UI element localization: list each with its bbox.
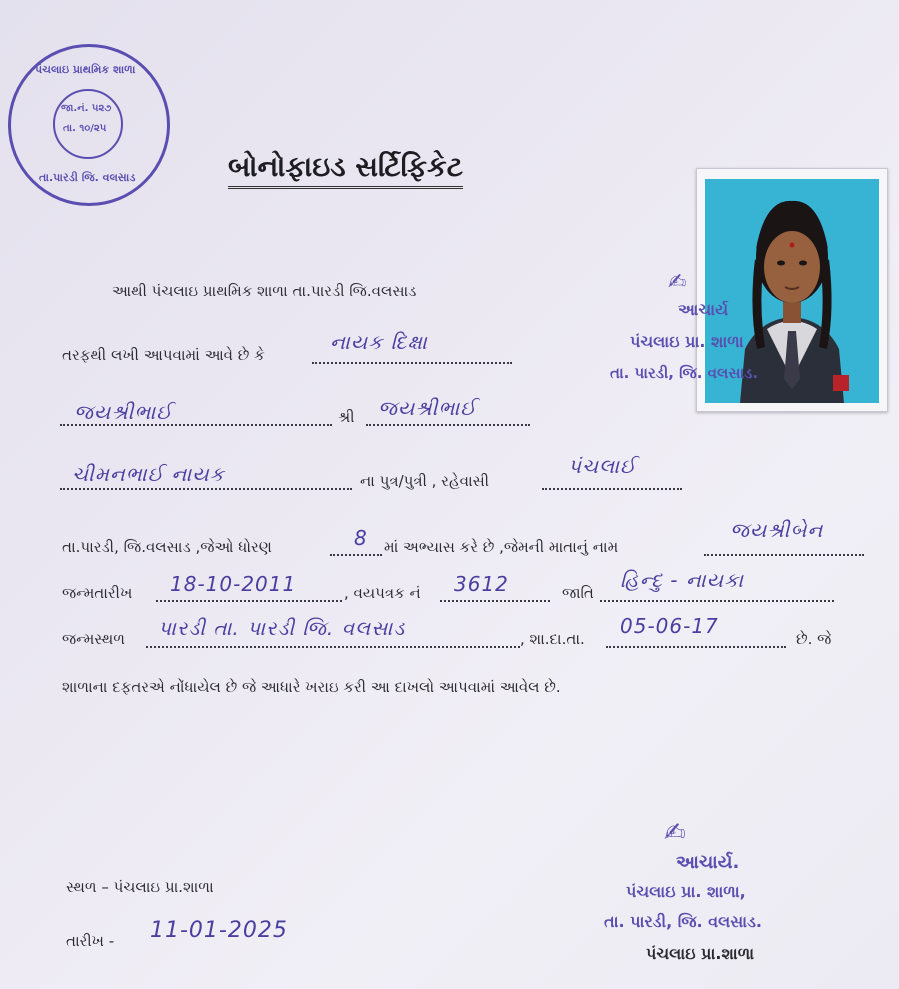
dotted-line xyxy=(60,488,352,490)
footer-date-label: તારીખ - xyxy=(66,932,115,950)
certificate-title: બોનોફાઇડ સર્ટિફિકેટ xyxy=(228,150,463,189)
stamp-address: તા.પારડી જિ. વલસાડ xyxy=(39,171,136,184)
std-handwritten: 8 xyxy=(354,526,368,550)
dotted-line xyxy=(60,424,332,426)
footer-place: સ્થળ – પંચલાઇ પ્રા.શાળા xyxy=(66,878,214,896)
father-name-handwritten-2: જયશ્રીભાઈ xyxy=(378,396,477,420)
register-no-handwritten: 3612 xyxy=(454,572,509,596)
principal-school: પંચલાઇ પ્રા. શાળા, xyxy=(626,882,746,901)
body-line-5-b: માં અભ્યાસ કરે છે ,જેમની માતાનું નામ xyxy=(384,538,619,556)
dotted-line xyxy=(600,600,834,602)
body-line-2-prefix: તરફથી લખી આપવામાં આવે છે કે xyxy=(62,346,265,364)
caste-label: જાતિ xyxy=(562,584,594,602)
principal-title: આચાર્ય. xyxy=(676,852,740,873)
dotted-line xyxy=(330,554,382,556)
dotted-line xyxy=(312,362,512,364)
father-name-handwritten: જયશ્રીભાઈ xyxy=(74,400,173,424)
dotted-line xyxy=(156,600,342,602)
school-stamp xyxy=(8,44,170,206)
photo-stamp-school: પંચલાઇ પ્રા. શાળા xyxy=(630,332,744,351)
dob-handwritten: 18-10-2011 xyxy=(170,572,297,596)
photo-stamp-address: તા. પારડી, જિ. વલસાડ. xyxy=(610,364,759,382)
stamp-school-name: પંચલાઇ પ્રાથમિક શાળા xyxy=(35,63,136,76)
footer-date-handwritten: 11-01-2025 xyxy=(150,918,288,943)
caste-handwritten: હિન્દુ - નાયકા xyxy=(620,568,745,592)
dotted-line xyxy=(704,554,864,556)
principal-address: તા. પારડી, જિ. વલસાડ. xyxy=(604,912,762,931)
grandfather-name-handwritten: ચીમનભાઈ નાયક xyxy=(72,462,225,486)
photo-signature: ✍ xyxy=(668,270,687,295)
dotted-line xyxy=(146,646,520,648)
birthplace-handwritten: પારડી તા. પારડી જિ. વલસાડ xyxy=(158,616,406,640)
student-name-handwritten: નાયક દિક્ષા xyxy=(330,330,428,354)
dotted-line xyxy=(542,488,682,490)
shri-label: શ્રી xyxy=(338,408,355,426)
photo-stamp-title: આચાર્ય xyxy=(678,300,729,319)
dotted-line xyxy=(440,600,550,602)
dotted-line xyxy=(606,646,786,648)
principal-signature: ✍ xyxy=(664,818,686,848)
body-line-1: આથી પંચલાઇ પ્રાથમિક શાળા તા.પારડી જિ.વલસાડ xyxy=(112,282,417,300)
admission-date-label: , શા.દા.તા. xyxy=(520,630,585,648)
register-no-label: , વયપત્રક નં xyxy=(344,584,421,602)
residence-handwritten: પંચલાઈ xyxy=(568,454,637,478)
mother-name-handwritten: જયશ્રીબેન xyxy=(730,518,824,542)
stamp-reg-no: જા.નં. ૫૨૭ xyxy=(61,103,112,114)
body-line-5-a: તા.પારડી, જિ.વલસાડ ,જેઓ ધોરણ xyxy=(62,538,272,556)
dob-label: જન્મતારીખ xyxy=(62,584,133,602)
principal-school-print: પંચલાઇ પ્રા.શાળા xyxy=(646,944,755,963)
body-line-8: શાળાના દફતરએ નોંધાયેલ છે જે આધારે ખરાઇ કરી આ દાખલો આપવામાં આવેલ છે. xyxy=(62,678,561,696)
birthplace-label: જન્મસ્થળ xyxy=(62,630,125,648)
stamp-year: તા. ૧૦/૨૫ xyxy=(63,123,107,134)
dotted-line xyxy=(366,424,530,426)
body-line-7-end: છે. જે xyxy=(796,630,832,648)
admission-date-handwritten: 05-06-17 xyxy=(620,614,719,638)
body-line-4-text: ના પુત્ર/પુત્રી , રહેવાસી xyxy=(360,472,490,490)
